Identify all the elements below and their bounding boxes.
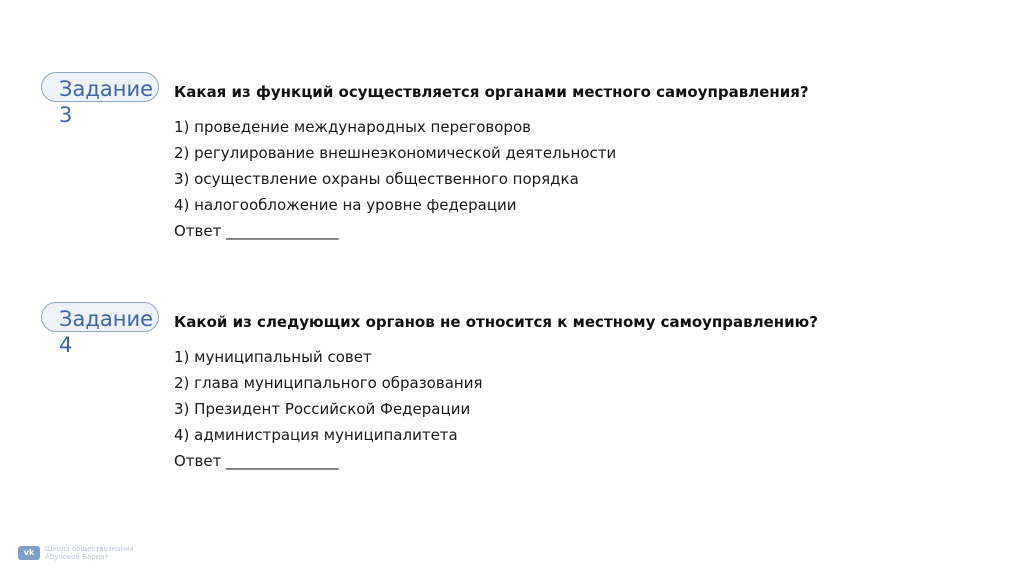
option-1: 1) муниципальный совет — [174, 348, 372, 366]
option-4: 4) администрация муниципалитета — [174, 426, 458, 444]
task-badge-label: Задание 4 — [59, 307, 154, 357]
question-text: Какая из функций осуществляется органами местного самоуправления? — [174, 83, 809, 101]
option-3: 3) Президент Российской Федерации — [174, 400, 471, 418]
footer-caption — [45, 545, 134, 561]
footer-line-2: Абуловой Барият — [45, 553, 109, 561]
answer-line: Ответ _______________ — [174, 222, 339, 240]
options-list — [174, 344, 482, 474]
option-2: 2) регулирование внешнеэкономической деятельности — [174, 144, 617, 162]
footer-line-1: Школа обществознания — [45, 545, 134, 553]
vk-logo-icon: vk — [18, 546, 40, 560]
answer-line: Ответ _______________ — [174, 452, 339, 470]
option-4: 4) налогообложение на уровне федерации — [174, 196, 517, 214]
question-text: Какой из следующих органов не относится к местному самоуправлению? — [174, 313, 818, 331]
options-list — [174, 114, 616, 244]
option-3: 3) осуществление охраны общественного порядка — [174, 170, 579, 188]
option-1: 1) проведение международных переговоров — [174, 118, 531, 136]
task-badge-label: Задание 3 — [59, 77, 154, 127]
option-2: 2) глава муниципального образования — [174, 374, 483, 392]
footer-watermark — [18, 545, 134, 561]
